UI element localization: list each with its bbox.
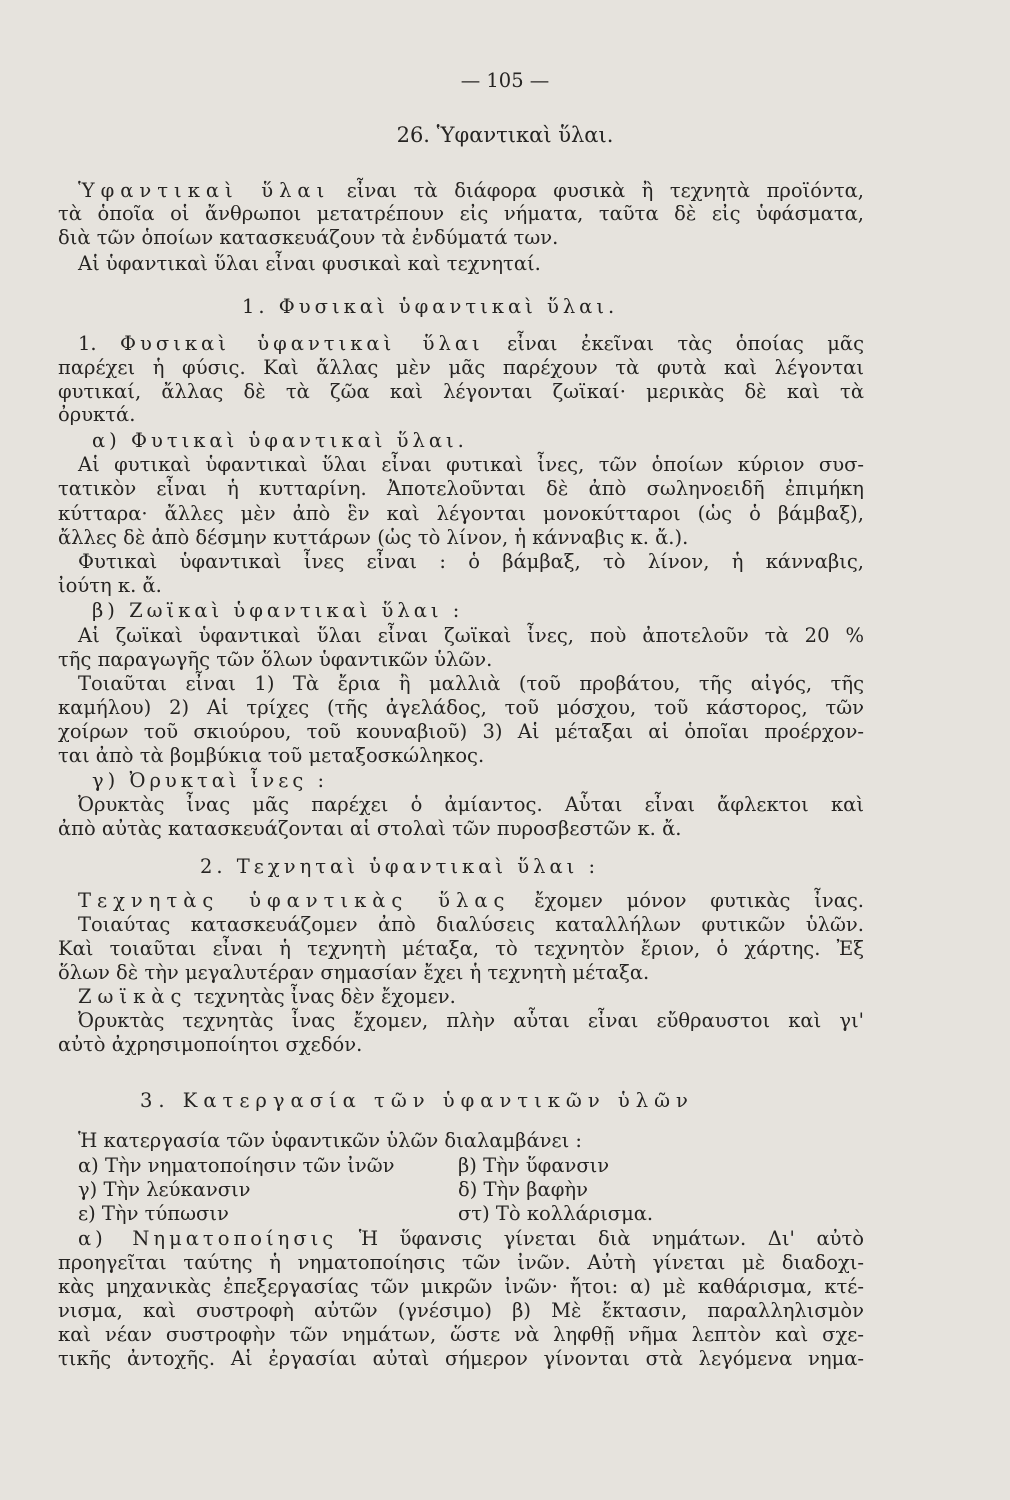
animal-line-4: καμήλου) 2) Αἱ τρίχες (τῆς ἀγελάδος, τοῦ μόσχου, τοῦ κάστορος, τῶν: [58, 696, 864, 719]
plant-line-1: Αἱ φυτικαὶ ὑφαντικαὶ ὕλαι εἶναι φυτικαὶ ἶνες, τῶν ὁποίων κύριον συσ-: [78, 453, 864, 476]
processing-item-a: α) Τὴν νηματοποίησιν τῶν ἰνῶν: [78, 1154, 395, 1177]
artificial-line-5: Ζωϊκὰς τεχνητὰς ἶνας δὲν ἔχομεν.: [78, 985, 456, 1008]
processing-para-line-6: τικῆς ἀντοχῆς. Αἱ ἐργασίαι αὐταὶ σήμερον γίνονται στὰ λεγόμενα νημα-: [58, 1347, 864, 1370]
plant-line-4: ἄλλες δὲ ἀπὸ δέσμην κυττάρων (ὡς τὸ λίνον, ἡ κάνναβις κ. ἄ.).: [58, 526, 689, 549]
processing-term: α) Νηματοποίησις: [78, 1227, 338, 1250]
artificial-line-4: ὅλων δὲ τὴν μεγαλυτέραν σημασίαν ἔχει ἡ τεχνητὴ μέταξα.: [58, 961, 650, 984]
artificial-line-2: Τοιαύτας κατασκευάζομεν ἀπὸ διαλύσεις καταλλήλων φυτικῶν ὑλῶν.: [78, 913, 864, 936]
mineral-line-1: Ὀρυκτὰς ἶνας μᾶς παρέχει ὁ ἀμίαντος. Αὗται εἶναι ἄφλεκτοι καὶ: [78, 793, 864, 816]
animal-line-2: τῆς παραγωγῆς τῶν ὅλων ὑφαντικῶν ὑλῶν.: [58, 648, 493, 671]
processing-item-c: γ) Τὴν λεύκανσιν: [78, 1178, 251, 1201]
artificial-term: Τεχνητὰς ὑφαντικὰς ὕλας: [78, 889, 511, 912]
intro-term: Ὑφαντικαὶ ὕλαι: [78, 179, 331, 202]
heading-natural: 1. Φυσικαὶ ὑφαντικαὶ ὕλαι.: [242, 295, 619, 318]
heading-animal: β) Ζωϊκαὶ ὑφαντικαὶ ὕλαι :: [92, 599, 464, 622]
section-26-title: 26. Ὑφαντικαὶ ὕλαι.: [396, 123, 614, 147]
plant-line-2: τατικὸν εἶναι ἡ κυτταρίνη. Ἀποτελοῦνται δὲ ἀπὸ σωληνοειδῆ ἐπιμήκη: [58, 477, 864, 500]
processing-item-e: ε) Τὴν τύπωσιν: [78, 1202, 229, 1225]
animal-line-6: ται ἀπὸ τὰ βομβύκια τοῦ μεταξοσκώληκος.: [58, 744, 485, 767]
mineral-line-2: ἀπὸ αὐτὰς κατασκευάζονται αἱ στολαὶ τῶν πυροσβεστῶν κ. ἄ.: [58, 817, 682, 840]
intro-line-4: Αἱ ὑφαντικαὶ ὕλαι εἶναι φυσικαὶ καὶ τεχνηταί.: [78, 252, 541, 275]
processing-intro: Ἡ κατεργασία τῶν ὑφαντικῶν ὑλῶν διαλαμβάνει :: [78, 1129, 582, 1152]
natural-line-2: παρέχει ἡ φύσις. Καὶ ἄλλας μὲν μᾶς παρέχουν τὰ φυτὰ καὶ λέγονται: [58, 356, 864, 379]
intro-line-2: τὰ ὁποῖα οἱ ἄνθρωποι μετατρέπουν εἰς νήματα, ταῦτα δὲ εἰς ὑφάσματα,: [58, 202, 864, 225]
natural-term: Φυσικαὶ ὑφαντικαὶ ὕλαι: [120, 332, 484, 355]
processing-para-line-2: προηγεῖται ταύτης ἡ νηματοποίησις τῶν ἰνῶν. Αὐτὴ γίνεται μὲ διαδοχι-: [58, 1251, 864, 1274]
natural-line-4: ὀρυκτά.: [58, 403, 136, 426]
intro-line-3: διὰ τῶν ὁποίων κατασκευάζουν τὰ ἐνδύματά των.: [58, 226, 559, 249]
processing-para-line-1: α) Νηματοποίησις Ἡ ὕφανσις γίνεται διὰ νημάτων. Δι' αὐτὸ: [78, 1227, 864, 1250]
artificial-line-6: Ὀρυκτὰς τεχνητὰς ἶνας ἔχομεν, πλὴν αὗται εἶναι εὔθραυστοι καὶ γι': [78, 1009, 864, 1032]
artificial-line-3: Καὶ τοιαῦται εἶναι ἡ τεχνητὴ μέταξα, τὸ τεχνητὸν ἔριον, ὁ χάρτης. Ἐξ: [58, 937, 864, 960]
processing-item-f: στ) Τὸ κολλάρισμα.: [458, 1202, 654, 1225]
plant-line-6: ἰούτη κ. ἄ.: [58, 574, 162, 597]
processing-para-line-5: καὶ νέαν συστροφὴν τῶν νημάτων, ὥστε νὰ ληφθῇ νῆμα λεπτὸν καὶ σχε-: [58, 1323, 864, 1346]
plant-line-5: Φυτικαὶ ὑφαντικαὶ ἶνες εἶναι : ὁ βάμβαξ, τὸ λίνον, ἡ κάνναβις,: [78, 550, 864, 573]
heading-artificial: 2. Τεχνηταὶ ὑφαντικαὶ ὕλαι :: [200, 855, 600, 878]
animal-line-3: Τοιαῦται εἶναι 1) Τὰ ἔρια ἢ μαλλιὰ (τοῦ προβάτου, τῆς αἰγός, τῆς: [78, 672, 864, 695]
natural-line-1: 1. Φυσικαὶ ὑφαντικαὶ ὕλαι εἶναι ἐκεῖναι τὰς ὁποίας μᾶς: [78, 332, 865, 355]
heading-processing: 3. Κατεργασία τῶν ὑφαντικῶν ὑλῶν: [140, 1089, 694, 1112]
animal-line-5: χοίρων τοῦ σκιούρου, τοῦ κουναβιοῦ) 3) Αἱ μέταξαι αἱ ὁποῖαι προέρχον-: [58, 720, 864, 743]
intro-line-1: Ὑφαντικαὶ ὕλαι εἶναι τὰ διάφορα φυσικὰ ἢ τεχνητὰ προϊόντα,: [78, 179, 864, 202]
processing-para-line-4: νισμα, καὶ συστροφὴ αὐτῶν (γνέσιμο) β) Μὲ ἔκτασιν, παραλληλισμὸν: [58, 1299, 864, 1322]
artificial-term-2: Ζωϊκὰς: [78, 985, 188, 1008]
processing-item-d: δ) Τὴν βαφὴν: [458, 1178, 588, 1201]
plant-line-3: κύτταρα· ἄλλες μὲν ἀπὸ ἓν καὶ λέγονται μονοκύτταροι (ὡς ὁ βάμβαξ),: [58, 502, 864, 525]
artificial-line-7: αὐτὸ ἀχρησιμοποίητοι σχεδόν.: [58, 1033, 363, 1056]
animal-line-1: Αἱ ζωϊκαὶ ὑφαντικαὶ ὕλαι εἶναι ζωϊκαὶ ἶνες, ποὺ ἀποτελοῦν τὰ 20 %: [78, 624, 864, 647]
heading-mineral: γ) Ὀρυκταὶ ἶνες :: [92, 769, 329, 792]
artificial-line-1: Τεχνητὰς ὑφαντικὰς ὕλας ἔχομεν μόνον φυτικὰς ἶνας.: [78, 889, 864, 912]
processing-item-b: β) Τὴν ὕφανσιν: [458, 1154, 610, 1177]
processing-para-line-3: κὰς μηχανικὰς ἐπεξεργασίας τῶν μικρῶν ἰνῶν· ἤτοι: α) μὲ καθάρισμα, κτέ-: [58, 1275, 864, 1298]
natural-line-3: φυτικαί, ἄλλας δὲ τὰ ζῶα καὶ λέγονται ζωϊκαί· μερικὰς δὲ καὶ τὰ: [58, 380, 864, 403]
page-number: — 105 —: [460, 69, 550, 92]
heading-plant: α) Φυτικαὶ ὑφαντικαὶ ὕλαι.: [92, 429, 468, 452]
